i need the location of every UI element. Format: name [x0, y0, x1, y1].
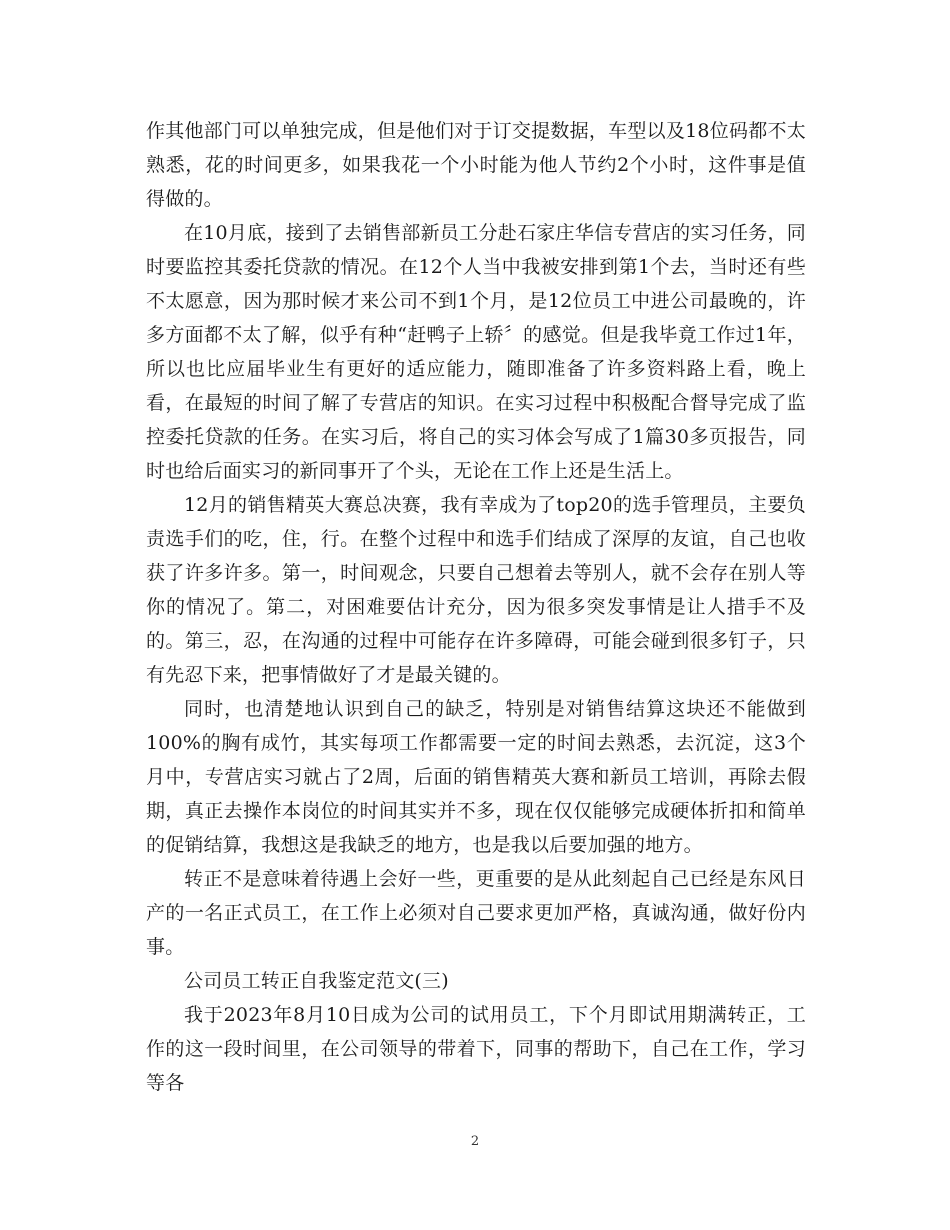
document-body	[146, 114, 806, 1100]
paragraph: 在10月底，接到了去销售部新员工分赴石家庄华信专营店的实习任务，同时要监控其委托贷款的情况。在12个人当中我被安排到第1个去，当时还有些不太愿意，因为那时候才来公司不到1个月，是12位员工中进公司最晚的，许多方面都不太了解，似乎有种“赶鸭子上轿〞的感觉。但是我毕竟工作过1年，所以也比应届毕业生有更好的适应能力，随即准备了许多资料路上看，晚上看，在最短的时间了解了专营店的知识。在实习过程中积极配合督导完成了监控委托贷款的任务。在实习后，将自己的实习体会写成了1篇30多页报告，同时也给后面实习的新同事开了个头，无论在工作上还是生活上。	[146, 222, 806, 482]
paragraph: 作其他部门可以单独完成，但是他们对于订交提数据，车型以及18位码都不太熟悉，花的时间更多，如果我花一个小时能为他人节约2个小时，这件事是值得做的。	[146, 120, 806, 210]
paragraph: 我于2023年8月10日成为公司的试用员工，下个月即试用期满转正，工作的这一段时间里，在公司领导的带着下，同事的帮助下，自己在工作，学习等各	[146, 1004, 806, 1094]
page-number: 2	[470, 1134, 480, 1149]
paragraph: 12月的销售精英大赛总决赛，我有幸成为了top20的选手管理员，主要负责选手们的吃，住，行。在整个过程中和选手们结成了深厚的友谊，自己也收获了许多许多。第一，时间观念，只要自己想着去等别人，就不会存在别人等你的情况了。第二，对困难要估计充分，因为很多突发事情是让人措手不及的。第三，忍，在沟通的过程中可能存在许多障碍，可能会碰到很多钉子，只有先忍下来，把事情做好了才是最关键的。	[146, 494, 806, 686]
paragraph: 转正不是意味着待遇上会好一些，更重要的是从此刻起自己已经是东风日产的一名正式员工，在工作上必须对自己要求更加严格，真诚沟通，做好份内事。	[146, 868, 806, 958]
paragraph: 同时，也清楚地认识到自己的缺乏，特别是对销售结算这块还不能做到100%的胸有成竹，其实每项工作都需要一定的时间去熟悉，去沉淀，这3个月中，专营店实习就占了2周，后面的销售精英大赛和新员工培训，再除去假期，真正去操作本岗位的时间其实并不多，现在仅仅能够完成硬体折扣和简单的促销结算，我想这是我缺乏的地方，也是我以后要加强的地方。	[146, 698, 806, 856]
section-heading: 公司员工转正自我鉴定范文(三)	[184, 970, 449, 992]
